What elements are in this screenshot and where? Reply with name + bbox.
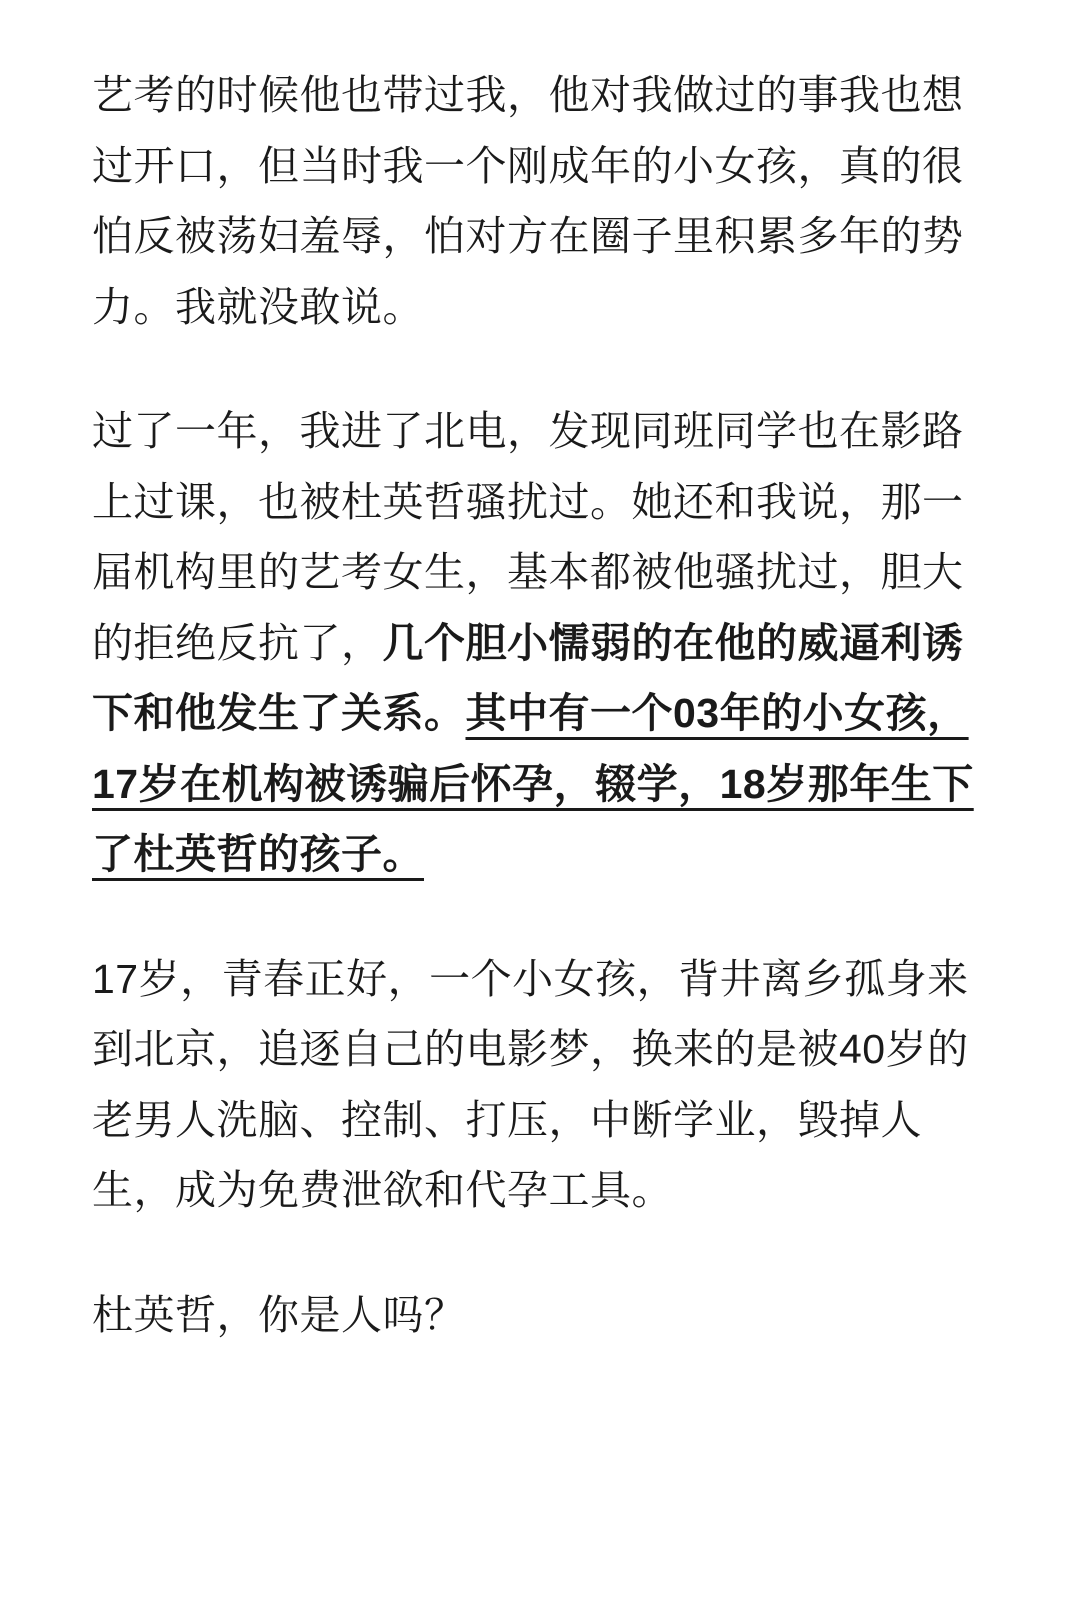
- text-run-normal: 过了一年，我进了北电，发现同班同学也在影路上过课，也被杜英哲骚扰过。她还和我说，那一届机构里的艺考女生，基本都被他骚扰过，胆大的拒绝反抗了，: [92, 408, 964, 666]
- paragraph-1: [92, 60, 990, 342]
- paragraph-4: [92, 1280, 990, 1351]
- text-run-normal: 艺考的时候他也带过我，他对我做过的事我也想过开口，但当时我一个刚成年的小女孩，真的很怕反被荡妇羞辱，怕对方在圈子里积累多年的势力。我就没敢说。: [92, 72, 964, 330]
- text-run-bold: 几个胆小懦弱的在他的威逼利诱下和他发生了关系。: [92, 619, 964, 737]
- text-run-normal: 17岁，青春正好，一个小女孩，背井离乡孤身来到北京，追逐自己的电影梦，换来的是被40岁的老男人洗脑、控制、打压，中断学业，毁掉人生，成为免费泄欲和代孕工具。: [92, 955, 969, 1214]
- text-run-normal: 杜英哲，你是人吗？: [92, 1291, 466, 1338]
- paragraph-2: [92, 396, 990, 890]
- paragraph-3: [92, 944, 990, 1226]
- text-run-bold-underline: 其中有一个03年的小女孩，17岁在机构被诱骗后怀孕，辍学，18岁那年生下了杜英哲的孩子。: [92, 690, 974, 878]
